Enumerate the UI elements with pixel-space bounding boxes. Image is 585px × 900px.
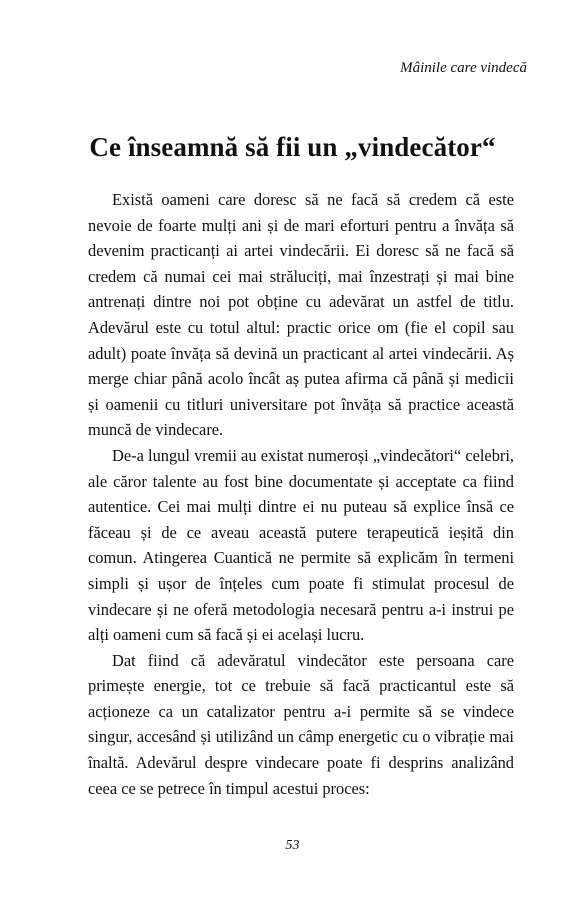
paragraph-2: De-a lungul vremii au existat numeroși „vindecători“ celebri, ale căror talente au fost bine documentate și acceptate ca fiind autentice. Cei mai mulți dintre ei nu puteau să explice însă ce făceau și de ce aveau această putere terapeutică ieșită din comun. Atingerea Cuantică ne permite să explicăm în termeni simpli și ușor de înțeles cum poate fi stimulat procesul de vindecare și ne oferă metodologia necesară pentru a-i instrui pe alți oameni cum să facă și ei același lucru. xyxy=(88,445,514,645)
chapter-title: Ce înseamnă să fii un „vindecător“ xyxy=(89,132,496,162)
running-header: Mâinile care vindecă xyxy=(400,60,527,76)
page-number: 53 xyxy=(285,838,300,853)
body-text xyxy=(88,187,514,801)
paragraph-1: Există oameni care doresc să ne facă să credem că este nevoie de foarte mulți ani și de mari eforturi pentru a învăța să devenim practicanți ai artei vindecării. Ei doresc să ne facă să credem că numai cei mai străluciți, mai înzestrați și mai bine antrenați dintre noi pot obține cu adevărat un astfel de titlu. Adevărul este cu totul altul: practic orice om (fie el copil sau adult) poate învăța să devină un practicant al artei vindecării. Aș merge chiar până acolo încât aș putea afirma că până și medicii și oamenii cu titluri universitare pot învăța să practice această muncă de vindecare. xyxy=(88,190,514,440)
paragraph-3: Dat fiind că adevăratul vindecător este persoana care primește energie, tot ce trebuie să facă practicantul este să acționeze ca un catalizator pentru a-i permite să se vindece singur, accesând și utilizând un câmp energetic cu o vibrație mai înaltă. Adevărul despre vindecare poate fi desprins analizând ceea ce se petrece în timpul acestui proces: xyxy=(88,650,514,798)
